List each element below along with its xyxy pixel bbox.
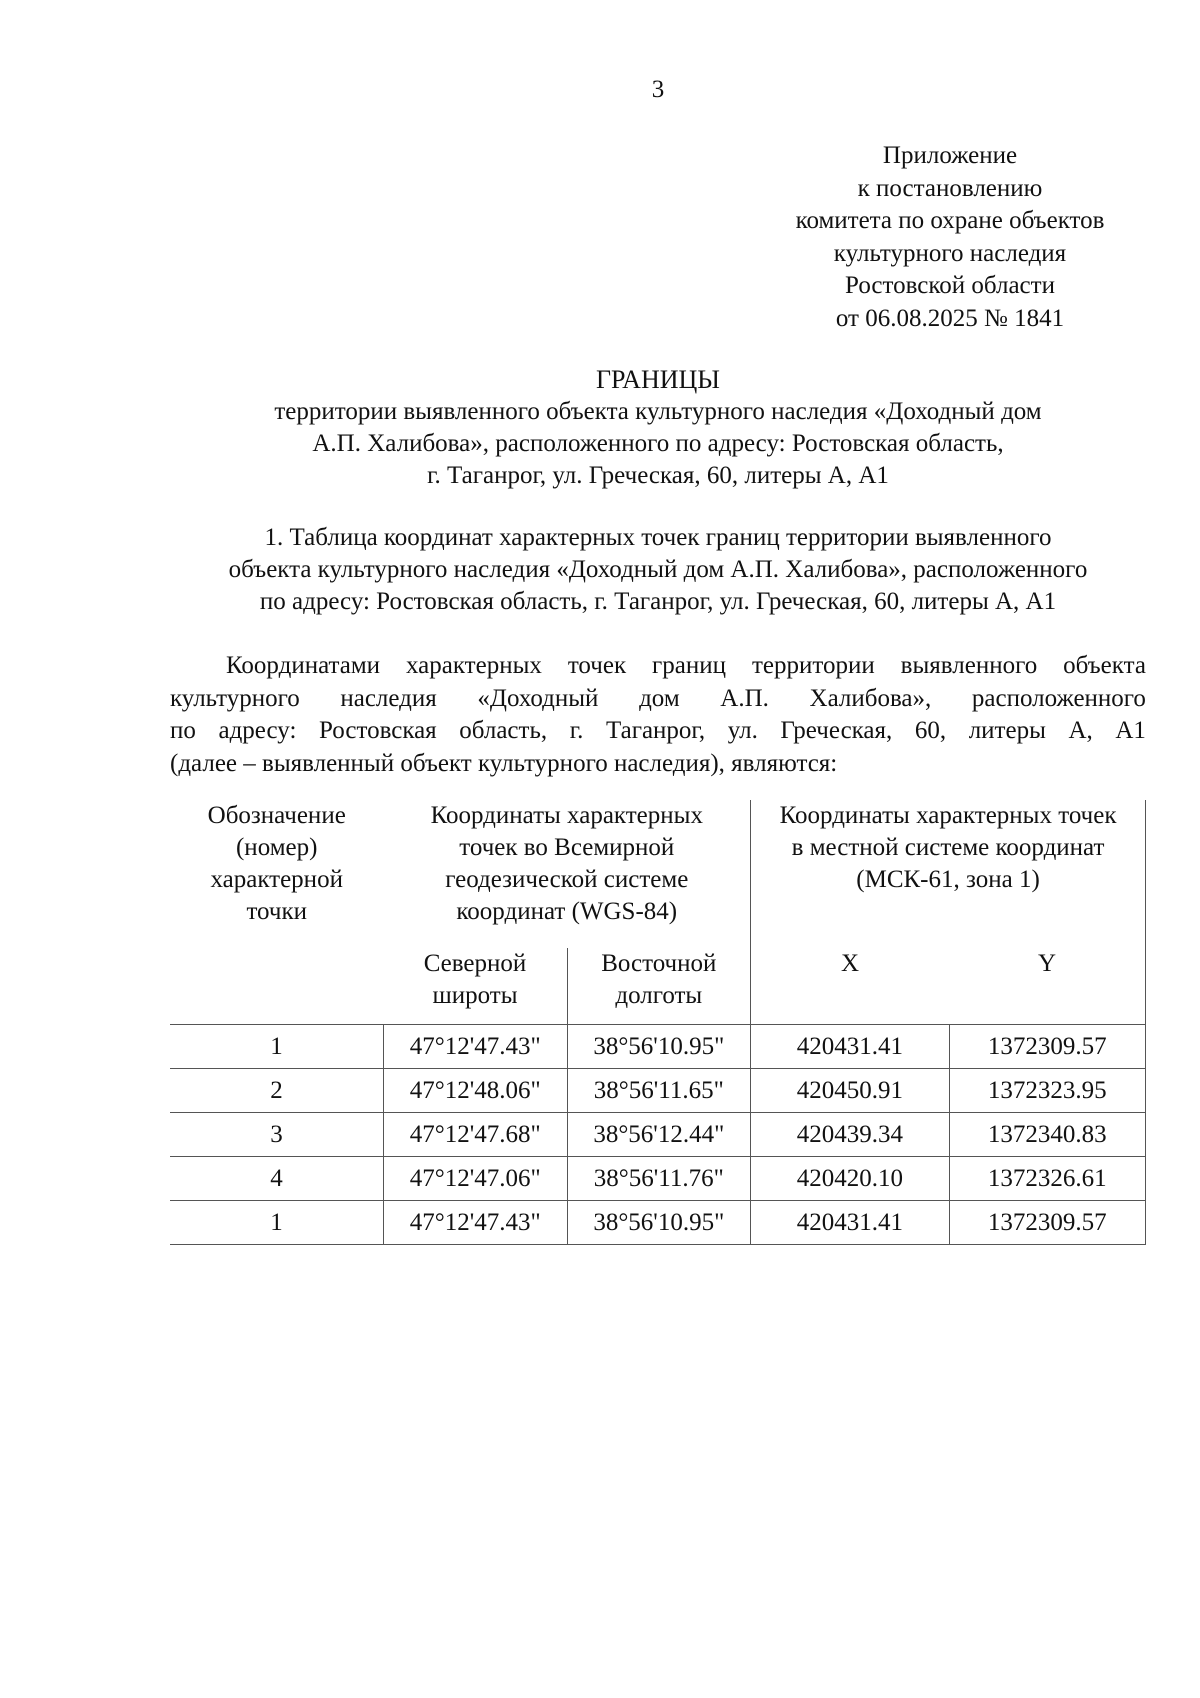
- intro-word: область,: [459, 717, 548, 744]
- intro-word: расположенного: [971, 684, 1146, 712]
- cell-latitude: 47°12'47.06": [383, 1157, 567, 1201]
- appendix-line: к постановлению: [857, 174, 1043, 202]
- intro-word: выявленного: [900, 652, 1038, 679]
- table-row: [170, 1201, 1146, 1245]
- intro-line: [170, 683, 1146, 716]
- cell-latitude: 47°12'47.43": [383, 1025, 567, 1069]
- subheader-longitude: Восточной долготы: [567, 948, 751, 1025]
- intro-word: культурного: [170, 684, 300, 712]
- intro-word: ул.: [727, 717, 758, 744]
- intro-word: Координатами: [226, 652, 381, 679]
- subheader-x: X: [841, 950, 860, 977]
- section-line: по адресу: Ростовская область, г. Таганрог, ул. Греческая, 60, литеры А, А1: [259, 588, 1057, 615]
- document-subtitle: [170, 396, 1146, 492]
- appendix-line: Ростовской области: [845, 272, 1055, 299]
- intro-word: «Доходный: [477, 684, 599, 712]
- section-title: [170, 522, 1146, 618]
- appendix-block: [752, 140, 1148, 335]
- intro-line: [170, 748, 1146, 781]
- intro-word: дом: [639, 684, 680, 712]
- cell-longitude: 38°56'11.76": [567, 1157, 751, 1201]
- cell-point: 4: [170, 1157, 383, 1201]
- intro-word: А.П.: [720, 684, 769, 712]
- cell-x: 420439.34: [751, 1113, 950, 1157]
- table-row: [170, 1113, 1146, 1157]
- intro-word: Греческая,: [780, 717, 893, 744]
- table-row: [170, 1025, 1146, 1069]
- subheader-latitude: Северной широты: [383, 948, 567, 1025]
- cell-longitude: 38°56'11.65": [567, 1069, 751, 1113]
- cell-x: 420450.91: [751, 1069, 950, 1113]
- appendix-line: культурного наследия: [833, 239, 1067, 267]
- intro-word: А,: [1068, 717, 1093, 744]
- subtitle-line: г. Таганрог, ул. Греческая, 60, литеры А, А1: [427, 462, 889, 489]
- cell-longitude: 38°56'10.95": [567, 1201, 751, 1245]
- intro-word: характерных: [406, 652, 542, 679]
- intro-word: литеры: [968, 717, 1046, 744]
- intro-word: г.: [569, 717, 584, 744]
- cell-y: 1372309.57: [949, 1025, 1145, 1069]
- intro-word: объекта: [1063, 652, 1146, 679]
- cell-x: 420431.41: [751, 1025, 950, 1069]
- subtitle-line: А.П. Халибова», расположенного по адресу: Ростовская область,: [312, 430, 1004, 457]
- coordinates-table: [170, 800, 1146, 1245]
- intro-line: [170, 650, 1146, 683]
- intro-line: [170, 715, 1146, 748]
- table-row: [170, 1069, 1146, 1113]
- intro-word: Ростовская: [318, 717, 437, 744]
- intro-word: Халибова»,: [809, 684, 932, 712]
- table-header-row: [170, 800, 1146, 948]
- intro-word: по: [170, 717, 196, 744]
- cell-y: 1372326.61: [949, 1157, 1145, 1201]
- intro-paragraph: [170, 650, 1146, 780]
- cell-x: 420420.10: [751, 1157, 950, 1201]
- cell-y: 1372340.83: [949, 1113, 1145, 1157]
- intro-word: границ: [652, 652, 727, 679]
- intro-word: адресу:: [218, 717, 297, 744]
- intro-word: наследия: [340, 684, 437, 712]
- subtitle-line: территории выявленного объекта культурного наследия «Доходный дом: [274, 398, 1042, 425]
- cell-point: 2: [170, 1069, 383, 1113]
- cell-longitude: 38°56'10.95": [567, 1025, 751, 1069]
- header-wgs84: Координаты характерных точек во Всемирной геодезической системе координат (WGS-84): [430, 802, 703, 925]
- subheader-y: Y: [949, 948, 1145, 1025]
- appendix-line: комитета по охране объектов: [795, 207, 1105, 234]
- section-line: объекта культурного наследия «Доходный дом А.П. Халибова», расположенного: [228, 556, 1088, 583]
- cell-y: 1372323.95: [949, 1069, 1145, 1113]
- header-msk61: Координаты характерных точек в местной системе координат (МСК-61, зона 1): [751, 800, 1146, 948]
- intro-word: территории: [751, 652, 875, 679]
- appendix-line: от 06.08.2025 № 1841: [835, 304, 1065, 332]
- intro-word: А1: [1115, 717, 1146, 744]
- table-body: [170, 1025, 1146, 1245]
- table-row: [170, 1157, 1146, 1201]
- page-number: 3: [651, 76, 665, 103]
- document-title-block: [170, 364, 1146, 492]
- header-designation: Обозначение (номер) характерной точки: [207, 802, 346, 925]
- section-line: 1. Таблица координат характерных точек границ территории выявленного: [264, 524, 1052, 551]
- intro-word: точек: [567, 652, 627, 679]
- cell-y: 1372309.57: [949, 1201, 1145, 1245]
- cell-x: 420431.41: [751, 1201, 950, 1245]
- cell-point: 1: [170, 1201, 383, 1245]
- cell-latitude: 47°12'47.43": [383, 1201, 567, 1245]
- appendix-line: Приложение: [882, 142, 1018, 169]
- cell-latitude: 47°12'47.68": [383, 1113, 567, 1157]
- document-heading: ГРАНИЦЫ: [596, 365, 720, 394]
- cell-longitude: 38°56'12.44": [567, 1113, 751, 1157]
- intro-text: (далее – выявленный объект культурного наследия), являются:: [170, 749, 838, 777]
- cell-point: 1: [170, 1025, 383, 1069]
- cell-latitude: 47°12'48.06": [383, 1069, 567, 1113]
- intro-word: Таганрог,: [605, 717, 706, 744]
- cell-point: 3: [170, 1113, 383, 1157]
- intro-word: 60,: [914, 717, 947, 744]
